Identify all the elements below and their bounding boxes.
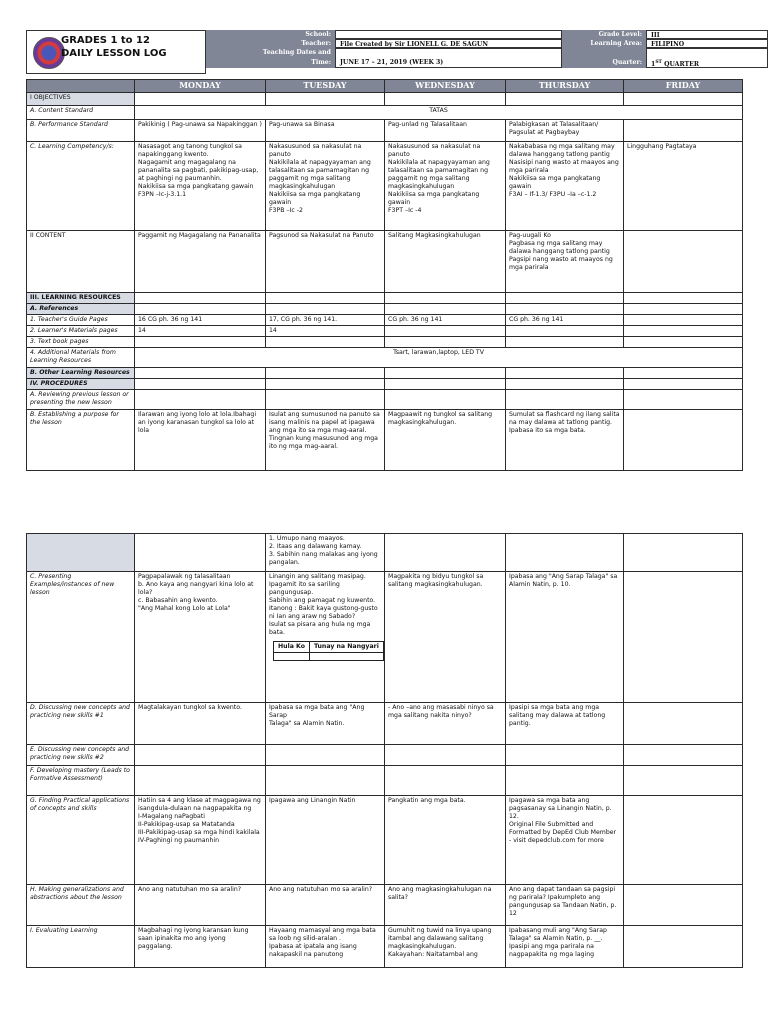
performance-monday: Pakikinig ( Pag-unawa sa Napakinggan ) (135, 120, 266, 142)
cell (266, 368, 385, 379)
cell (506, 304, 624, 315)
teacher-value: File Created by Sir LIONELL G. DE SAGUN (335, 39, 562, 48)
content-wednesday: Salitang Magkasingkahulugan (385, 231, 506, 293)
finding-tuesday: Ipagawa ang Linangin Natin (266, 796, 385, 885)
evaluating-label: I. Evaluating Learning (27, 926, 135, 968)
presenting-wednesday: Magpakita ng bidyu tungkol sa salitang magkasingkahulugan. (385, 572, 506, 703)
hula-ko-cell (274, 653, 310, 661)
quarter-label: Quarter: (562, 48, 646, 68)
references-label: A. References (27, 304, 135, 315)
generalizations-friday (624, 885, 743, 926)
establishing-row (27, 410, 743, 471)
cell (135, 93, 266, 106)
day-header-row (27, 80, 743, 93)
finding-thursday: Ipagawa sa mga bata ang pagsasanay sa Linangin Natin, p. 12. Original File Submitted and Formatted by DepEd Club Member - visit depedclub.com for more (506, 796, 624, 885)
hula-table (273, 641, 384, 661)
cell (266, 766, 385, 796)
cell (385, 368, 506, 379)
cell (266, 745, 385, 766)
cell (135, 745, 266, 766)
grade-level-label: Grade Level: (562, 30, 646, 39)
presenting-thursday: Ipabasa ang "Ang Sarap Talaga" sa Alamin Natin, p. 10. (506, 572, 624, 703)
competency-friday: Lingguhang Pagtataya (624, 142, 743, 231)
cell (506, 93, 624, 106)
reviewing-label: A. Reviewing previous lesson or presenting the new lesson (27, 390, 135, 410)
quarter-value (646, 48, 768, 68)
teachers-guide-row (27, 315, 743, 326)
cell (385, 766, 506, 796)
cell (266, 379, 385, 390)
content-thursday: Pag-uugali Ko Pagbasa ng mga salitang may dalawa hanggang tatlong pantig Pagsipi nang wasto at maayos ng mga parirala (506, 231, 624, 293)
evaluating-monday: Magbahagi ng iyong karansan kung saan ipinakita mo ang iyong paggalang. (135, 926, 266, 968)
learners-thursday (506, 326, 624, 337)
evaluating-wednesday: Gumuhit ng tuwid na linya upang itambal ang dalawang salitang magkasingkahulugan. Kakayahan: Naitatambal ang (385, 926, 506, 968)
competency-tuesday: Nakasusunod sa nakasulat na panuto Nakikilala at napagyayaman ang talasalitaan sa pamamagitan ng paggamit ng mga salitang magkasingkahulugan Nakikiisa sa mga pangkatang gawain F3PB –Ic -2 (266, 142, 385, 231)
performance-thursday: Palabigkasan at Talasalitaan/ Pagsulat at Pagbaybay (506, 120, 624, 142)
finding-wednesday: Pangkatin ang mga bata. (385, 796, 506, 885)
performance-standard-row (27, 120, 743, 142)
discussing1-label: D. Discussing new concepts and practicing new skills #1 (27, 703, 135, 745)
finding-label: G. Finding Practical applications of concepts and skills (27, 796, 135, 885)
cell (506, 534, 624, 572)
content-monday: Paggamit ng Magagalang na Pananalita (135, 231, 266, 293)
cell (385, 93, 506, 106)
teachers-guide-thursday: CG ph. 36 ng 141 (506, 315, 624, 326)
discussing1-monday: Magtalakayan tungkol sa kwento. (135, 703, 266, 745)
generalizations-row (27, 885, 743, 926)
generalizations-wednesday: Ano ang magkasingkahulugan na salita? (385, 885, 506, 926)
lesson-log-table-page2 (26, 533, 743, 968)
cell (624, 390, 743, 410)
establishing-tuesday: Isulat ang sumusunod na panuto sa isang malinis na papel at ipagawa ang mga ito sa mga mag-aaral. Tingnan kung masusunod ang mga ito ng mga mag-aaral. (266, 410, 385, 471)
cell (135, 390, 266, 410)
discussing1-friday (624, 703, 743, 745)
header-title-line1: GRADES 1 to 12 (61, 35, 150, 46)
presenting-label: C. Presenting Examples/instances of new lesson (27, 572, 135, 703)
competency-label: C. Learning Competency/s: (27, 142, 135, 231)
day-header-tuesday: TUESDAY (266, 80, 385, 93)
lesson-log-table-page1 (26, 79, 743, 471)
log-header (26, 30, 742, 74)
establishing-monday: Ilarawan ang iyong lolo at lola.Ibahagi an iyong karanasan tungkol sa lolo at lola (135, 410, 266, 471)
cell (135, 766, 266, 796)
header-title-line2: DAILY LESSON LOG (61, 48, 167, 59)
content-standard-value: TATAS (135, 106, 743, 120)
performance-tuesday: Pag-unawa sa Binasa (266, 120, 385, 142)
generalizations-monday: Ano ang natutuhan mo sa aralin? (135, 885, 266, 926)
cell (135, 304, 266, 315)
dates-label-line1: Teaching Dates and (206, 48, 335, 58)
generalizations-tuesday: Ano ang natutuhan mo sa aralin? (266, 885, 385, 926)
learners-wednesday (385, 326, 506, 337)
cell (624, 337, 743, 348)
cell (135, 534, 266, 572)
discussing1-wednesday: - Ano –ano ang masasabi ninyo sa mga salitang nakita ninyo? (385, 703, 506, 745)
objectives-row (27, 93, 743, 106)
quarter-text: QUARTER (661, 61, 699, 68)
other-resources-label: B. Other Learning Resources (27, 368, 135, 379)
tunay-header: Tunay na Nangyari (309, 642, 383, 653)
cell (266, 390, 385, 410)
discussing2-row (27, 745, 743, 766)
teachers-guide-tuesday: 17, CG ph. 36 ng 141. (266, 315, 385, 326)
competency-thursday: Nakababasa ng mga salitang may dalawa hanggang tatlong pantig Nasisipi nang wasto at maayos ang mga parirala Nakikiisa sa mga pangkatang gawain F3AI – If-1.3/ F3PU –Ia –c-1.2 (506, 142, 624, 231)
cell (135, 337, 266, 348)
additional-materials-label: 4. Additional Materials from Learning Resources (27, 348, 135, 368)
cell (385, 534, 506, 572)
cell (385, 304, 506, 315)
evaluating-friday (624, 926, 743, 968)
cell (135, 368, 266, 379)
reviewing-row (27, 390, 743, 410)
evaluating-thursday: Ipabasang muli ang "Ang Sarap Talaga" sa Alamin Natin, p. __. Ipasipi ang mga parirala na nagpapakita ng mga laging (506, 926, 624, 968)
school-value (335, 30, 562, 39)
references-row (27, 304, 743, 315)
cell (266, 337, 385, 348)
teacher-label: Teacher: (206, 39, 335, 48)
cell (624, 745, 743, 766)
presenting-tuesday: Linangin ang salitang masipag. Ipagamit ito sa sariling pangungusap. Sabihin ang pamagat ng kuwento. Itanong : Bakit kaya gustong-gusto ni Ian ang araw ng Sabado? Isulat sa pisara ang hula ng mga bata. (269, 573, 378, 636)
discussing1-tuesday: Ipabasa sa mga bata ang "Ang Sarap Talaga" sa Alamin Natin. (266, 703, 385, 745)
cell (506, 293, 624, 304)
establishing-friday (624, 410, 743, 471)
presenting-monday: Pagpapalawak ng talasalitaan b. Ano kaya ang nangyari kina lolo at lola? c. Babasahin ang kwento. "Ang Mahal kong Lolo at Lola" (135, 572, 266, 703)
additional-materials-value: Tsart, larawan,laptop, LED TV (135, 348, 743, 368)
cell (506, 745, 624, 766)
tunay-cell (309, 653, 383, 661)
establishing-thursday: Sumulat sa flashcard ng ilang salita na may dalawa at tatlong pantig. Ipabasa ito sa mga bata. (506, 410, 624, 471)
generalizations-thursday: Ano ang dapat tandaan sa pagsipi ng parirala? Ipakumpleto ang pangungusap sa Tandaan Natin, p. 12 (506, 885, 624, 926)
content-tuesday: Pagsunod sa Nakasulat na Panuto (266, 231, 385, 293)
learning-area-label: Learning Area: (562, 39, 646, 48)
cell (506, 368, 624, 379)
cell (506, 766, 624, 796)
cell (135, 379, 266, 390)
continuation-row (27, 534, 743, 572)
dates-value: JUNE 17 – 21, 2019 (WEEK 3) (335, 48, 562, 68)
performance-wednesday: Pag-unlad ng Talasalitaan (385, 120, 506, 142)
content-label: II CONTENT (27, 231, 135, 293)
learning-area-value: FILIPINO (646, 39, 768, 48)
content-standard-row (27, 106, 743, 120)
cell (624, 368, 743, 379)
quarter-number: 1 (651, 61, 656, 68)
learners-materials-row (27, 326, 743, 337)
hula-ko-header: Hula Ko (274, 642, 310, 653)
developing-label: F. Developing mastery (Leads to Formative Assessment) (27, 766, 135, 796)
cell (506, 337, 624, 348)
school-label: School: (206, 30, 335, 39)
learners-materials-label: 2. Learner's Materials pages (27, 326, 135, 337)
finding-friday (624, 796, 743, 885)
establishing-wednesday: Magpaawit ng tungkol sa salitang magkasingkahulugan. (385, 410, 506, 471)
dates-label-line2: Time: (206, 58, 335, 68)
developing-row (27, 766, 743, 796)
competency-row (27, 142, 743, 231)
textbook-row (27, 337, 743, 348)
cell (135, 293, 266, 304)
other-resources-row (27, 368, 743, 379)
competency-wednesday: Nakasusunod sa nakasulat na panuto Nakikilala at napagyayaman ang talasalitaan sa pamamagitan ng paggamit ng mga salitang magkasingkahulugan Nakikiisa sa mga pangkatang gawain F3PT –Ic -4 (385, 142, 506, 231)
evaluating-row (27, 926, 743, 968)
content-friday (624, 231, 743, 293)
learners-tuesday: 14 (266, 326, 385, 337)
procedures-label: IV. PROCEDURES (27, 379, 135, 390)
quarter-suffix: ST (655, 60, 662, 65)
teachers-guide-wednesday: CG ph. 36 ng 141 (385, 315, 506, 326)
teachers-guide-monday: 16 CG ph. 36 ng 141 (135, 315, 266, 326)
continuation-tuesday: 1. Umupo nang maayos. 2. Itaas ang dalawang kamay. 3. Sabihin nang malakas ang iyong pangalan. (266, 534, 385, 572)
discussing1-thursday: Ipasipi sa mga bata ang mga salitang may dalawa at tatlong pantig. (506, 703, 624, 745)
cell (624, 293, 743, 304)
finding-monday: Hatiin sa 4 ang klase at magpagawa ng isangdula-dulaan na nagpapakita ng I-Magalang naPagbati II-Pakikipag-usap sa Matatanda III-Pakikipag-usap sa mga hindi kakilala IV-Paghingi ng paumanhin (135, 796, 266, 885)
presenting-tuesday-cell (266, 572, 385, 703)
additional-materials-row (27, 348, 743, 368)
cell (385, 745, 506, 766)
day-header-wednesday: WEDNESDAY (385, 80, 506, 93)
cell (266, 293, 385, 304)
day-header-monday: MONDAY (135, 80, 266, 93)
resources-label: III. LEARNING RESOURCES (27, 293, 135, 304)
cell (624, 304, 743, 315)
header-title-box (26, 30, 206, 74)
cell (506, 379, 624, 390)
discussing2-label: E. Discussing new concepts and practicing new skills #2 (27, 745, 135, 766)
generalizations-label: H. Making generalizations and abstractions about the lesson (27, 885, 135, 926)
discussing1-row (27, 703, 743, 745)
day-header-blank (27, 80, 135, 93)
teachers-guide-label: 1. Teacher's Guide Pages (27, 315, 135, 326)
presenting-row (27, 572, 743, 703)
textbook-label: 3. Text book pages (27, 337, 135, 348)
finding-row (27, 796, 743, 885)
cell (385, 293, 506, 304)
evaluating-tuesday: Hayaang mamasyal ang mga bata sa loob ng silid-aralan . Ipabasa at ipatala ang isang nakapaskil na panutong (266, 926, 385, 968)
content-row (27, 231, 743, 293)
cell (506, 390, 624, 410)
cell (385, 379, 506, 390)
cell (624, 534, 743, 572)
cell (624, 766, 743, 796)
performance-standard-label: B. Performance Standard (27, 120, 135, 142)
learners-monday: 14 (135, 326, 266, 337)
presenting-friday (624, 572, 743, 703)
cell (385, 337, 506, 348)
objectives-label: I OBJECTIVES (27, 93, 135, 106)
procedures-row (27, 379, 743, 390)
cell (624, 93, 743, 106)
cell (266, 93, 385, 106)
cell (624, 379, 743, 390)
grade-level-value: III (646, 30, 768, 39)
resources-row (27, 293, 743, 304)
establishing-label: B. Establishing a purpose for the lesson (27, 410, 135, 471)
learners-friday (624, 326, 743, 337)
day-header-friday: FRIDAY (624, 80, 743, 93)
competency-monday: Nasasagot ang tanong tungkol sa napakinggang kwento. Nagagamit ang magagalang na pananalita sa pagbati, pakikipag-usap, at paghingi ng paumanhin. Nakikiisa sa mga pangkatang gawain F3PN –Ic-j-3.1.1 (135, 142, 266, 231)
cell (385, 390, 506, 410)
day-header-thursday: THURSDAY (506, 80, 624, 93)
teachers-guide-friday (624, 315, 743, 326)
content-standard-label: A. Content Standard (27, 106, 135, 120)
cell (266, 304, 385, 315)
performance-friday (624, 120, 743, 142)
continuation-label (27, 534, 135, 572)
